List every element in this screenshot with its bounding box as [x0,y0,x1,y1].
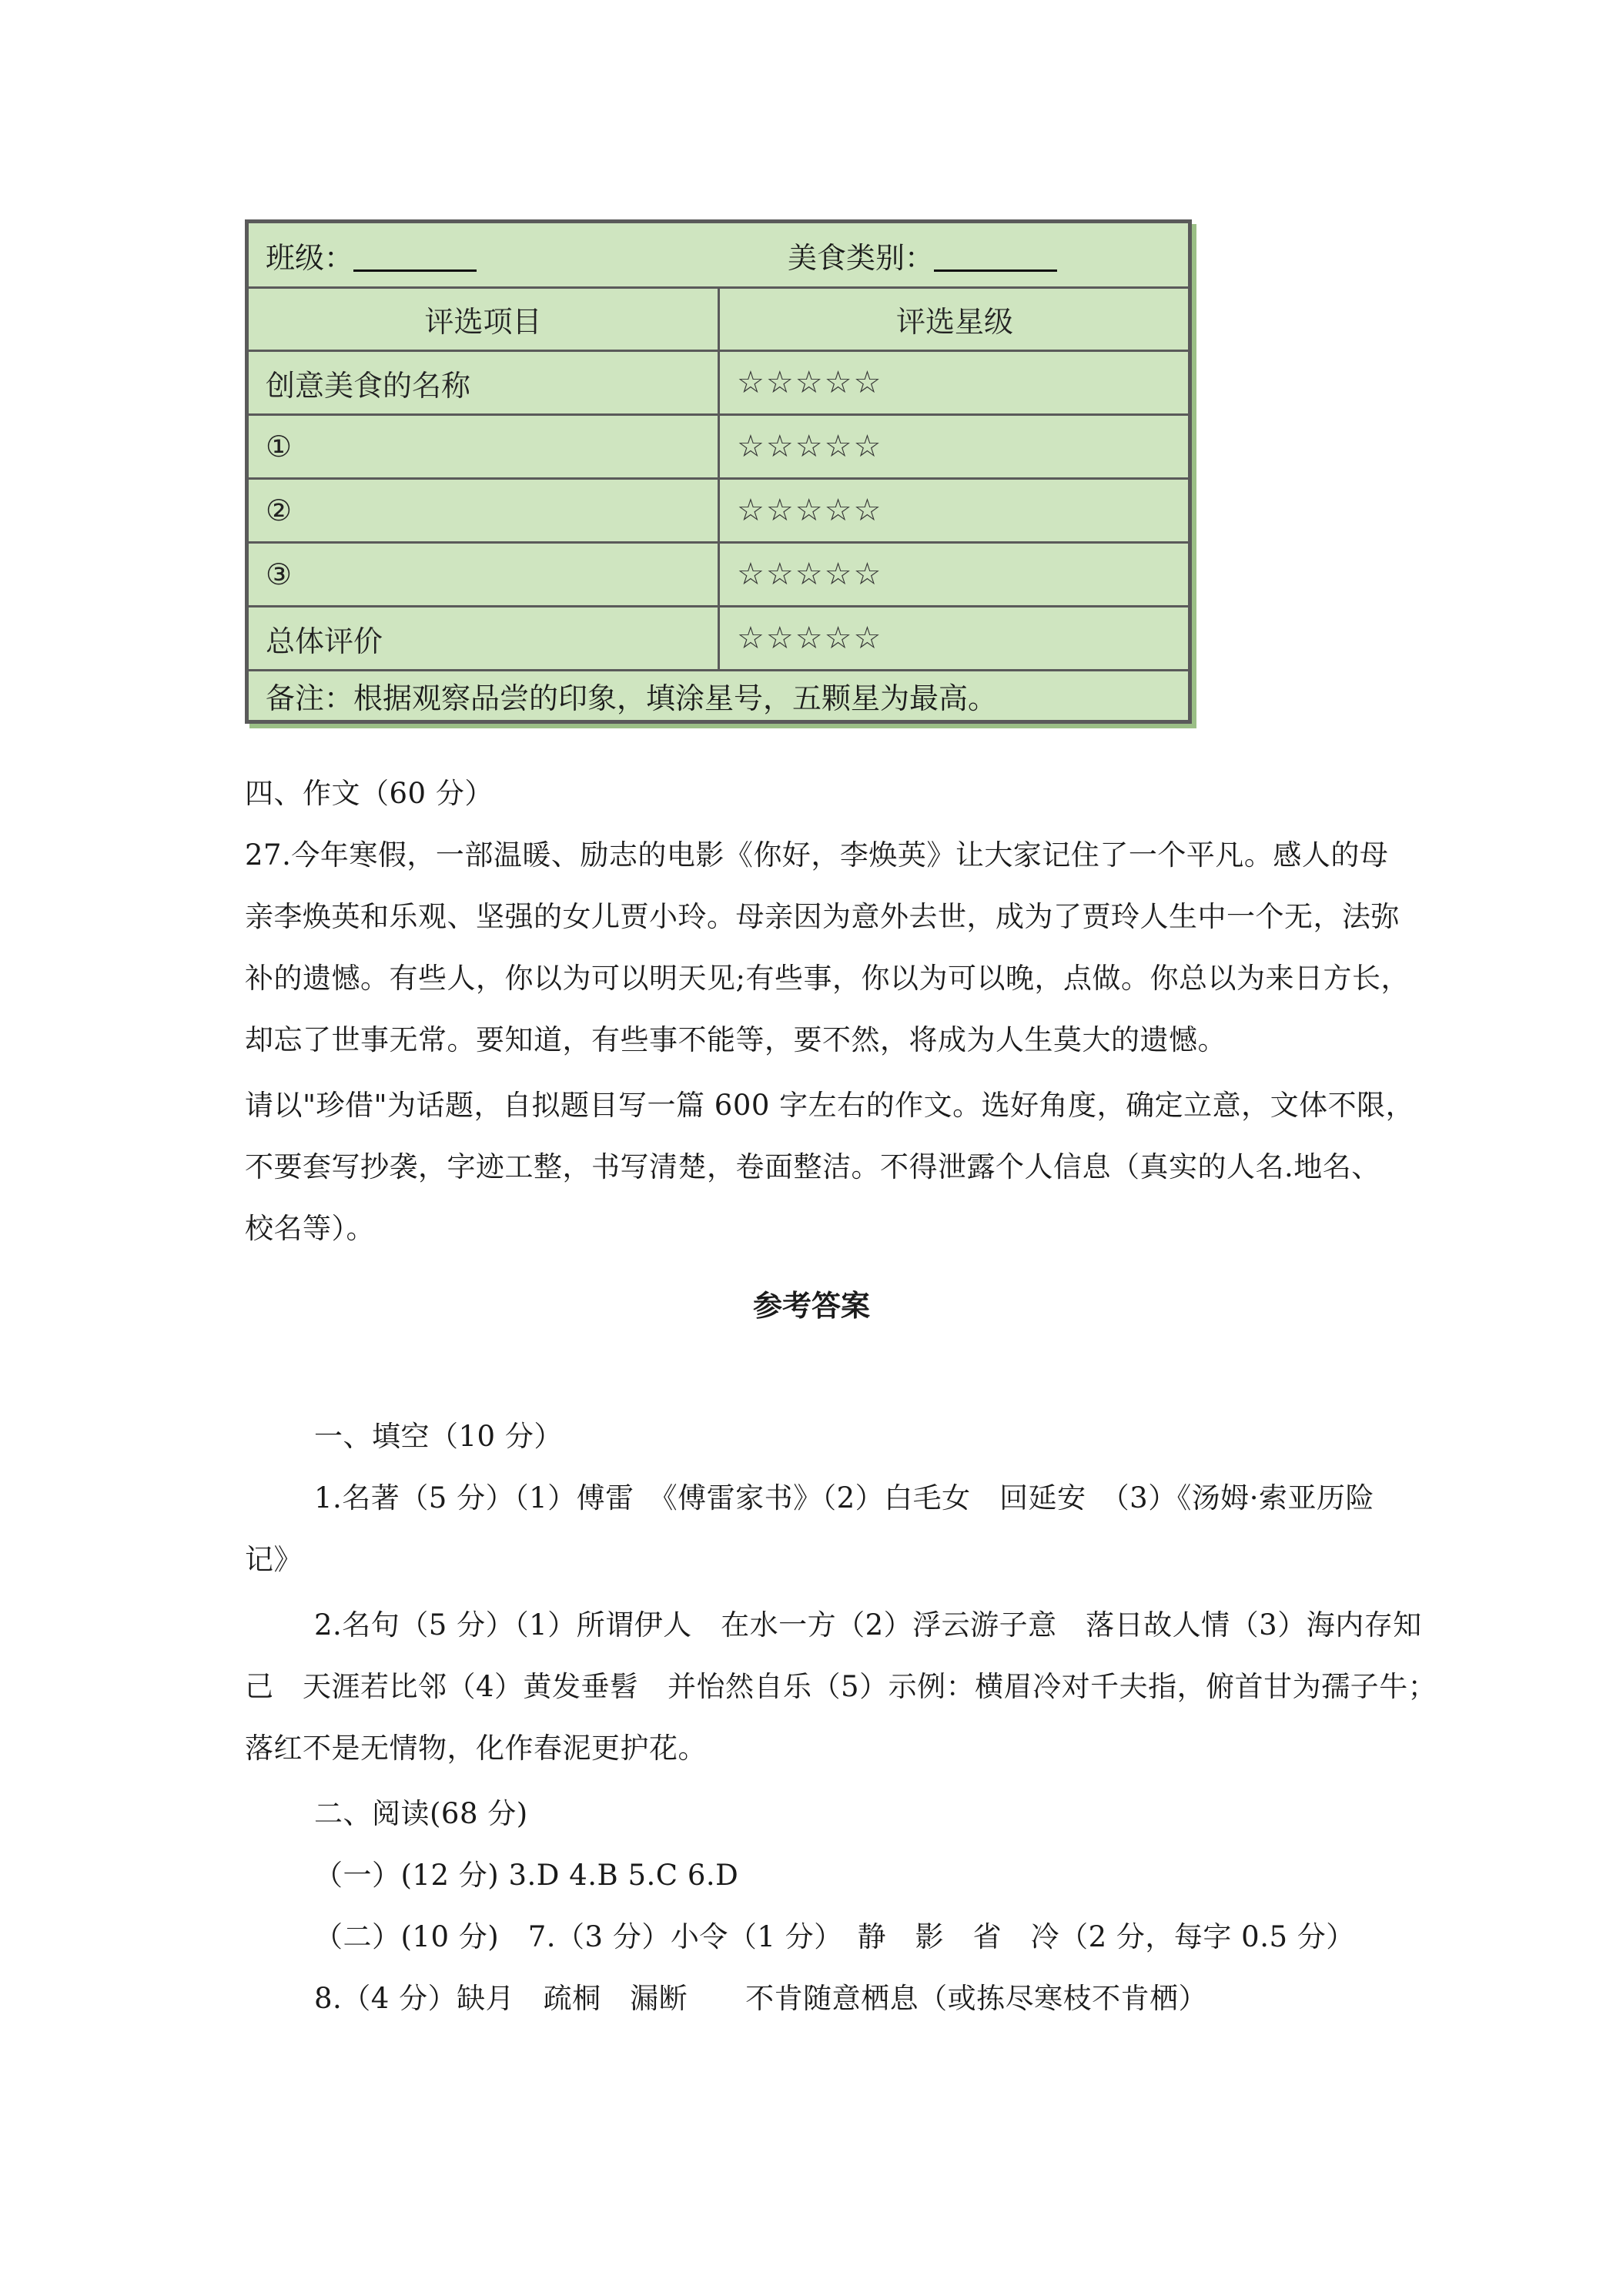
class-blank [353,239,477,272]
answer-line: （二）(10 分) 7.（3 分）小令（1 分） 静 影 省 冷（2 分，每字 0.5 分） [314,1920,1355,1953]
star-rating: ☆☆☆☆☆ [737,621,883,656]
row-item: ② [249,480,720,541]
category-label: 美食类别： [788,240,935,275]
answer-line: 落红不是无情物，化作春泥更护花。 [245,1732,707,1765]
composition-line: 却忘了世事无常。要知道，有些事不能等，要不然，将成为人生莫大的遗憾。 [245,1023,1226,1056]
col-header-item: 评选项目 [249,289,720,350]
row-item: 创意美食的名称 [249,352,720,413]
answer-line: 己 天涯若比邻（4）黄发垂髫 并怡然自乐（5）示例：横眉冷对千夫指，俯首甘为孺子牛； [245,1670,1437,1703]
row-item: 总体评价 [249,607,720,669]
answer-line: 一、填空（10 分） [314,1420,563,1453]
composition-line: 亲李焕英和乐观、坚强的女儿贾小玲。母亲因为意外去世，成为了贾玲人生中一个无，法弥 [245,900,1400,933]
answers-title: 参考答案 [752,1289,870,1323]
table-row [249,544,1188,607]
star-rating: ☆☆☆☆☆ [737,493,883,528]
row-item: ③ [249,544,720,605]
composition-line: 不要套写抄袭，字迹工整，书写清楚，卷面整洁。不得泄露个人信息（真实的人名.地名、 [245,1150,1380,1183]
composition-heading: 四、作文（60 分） [245,777,494,810]
class-label: 班级： [266,240,354,275]
table-row [249,416,1188,480]
table-row [249,352,1188,416]
category-blank [934,239,1057,272]
table-row [249,480,1188,544]
answer-line: 二、阅读(68 分) [314,1797,528,1830]
answer-line: 8.（4 分）缺月 疏桐 漏断 不肯随意栖息（或拣尽寒枝不肯栖） [314,1982,1208,2015]
composition-line: 补的遗憾。有些人，你以为可以明天见;有些事，你以为可以晚，点做。你总以为来日方长， [245,962,1410,995]
answer-line: 2.名句（5 分）（1）所谓伊人 在水一方（2）浮云游子意 落日故人情（3）海内存知 [314,1608,1422,1642]
table-row [249,607,1188,671]
table-note: 备注：根据观察品尝的印象，填涂星号，五颗星为最高。 [266,681,998,715]
evaluation-table [245,219,1192,724]
composition-line: 27.今年寒假，一部温暖、励志的电影《你好，李焕英》让大家记住了一个平凡。感人的母 [245,838,1389,872]
category-field [788,223,1057,286]
table-note-row [249,671,1188,720]
answer-line: 记》 [245,1543,303,1576]
star-rating: ☆☆☆☆☆ [737,429,883,464]
composition-line: 请以"珍借"为话题，自拟题目写一篇 600 字左右的作文。选好角度，确定立意，文体不限， [245,1089,1415,1122]
class-field [266,223,477,286]
answer-line: （一）(12 分) 3.D 4.B 5.C 6.D [314,1859,739,1892]
col-header-rating: 评选星级 [895,305,1013,339]
star-rating: ☆☆☆☆☆ [737,365,883,400]
row-item: ① [249,416,720,477]
answer-line: 1.名著（5 分）（1）傅雷 《傅雷家书》（2）白毛女 回延安 （3）《汤姆·索亚历险 [314,1481,1374,1514]
table-header-row [249,223,1188,289]
composition-line: 校名等）。 [245,1212,375,1245]
column-header-row [249,289,1188,352]
star-rating: ☆☆☆☆☆ [737,557,883,592]
